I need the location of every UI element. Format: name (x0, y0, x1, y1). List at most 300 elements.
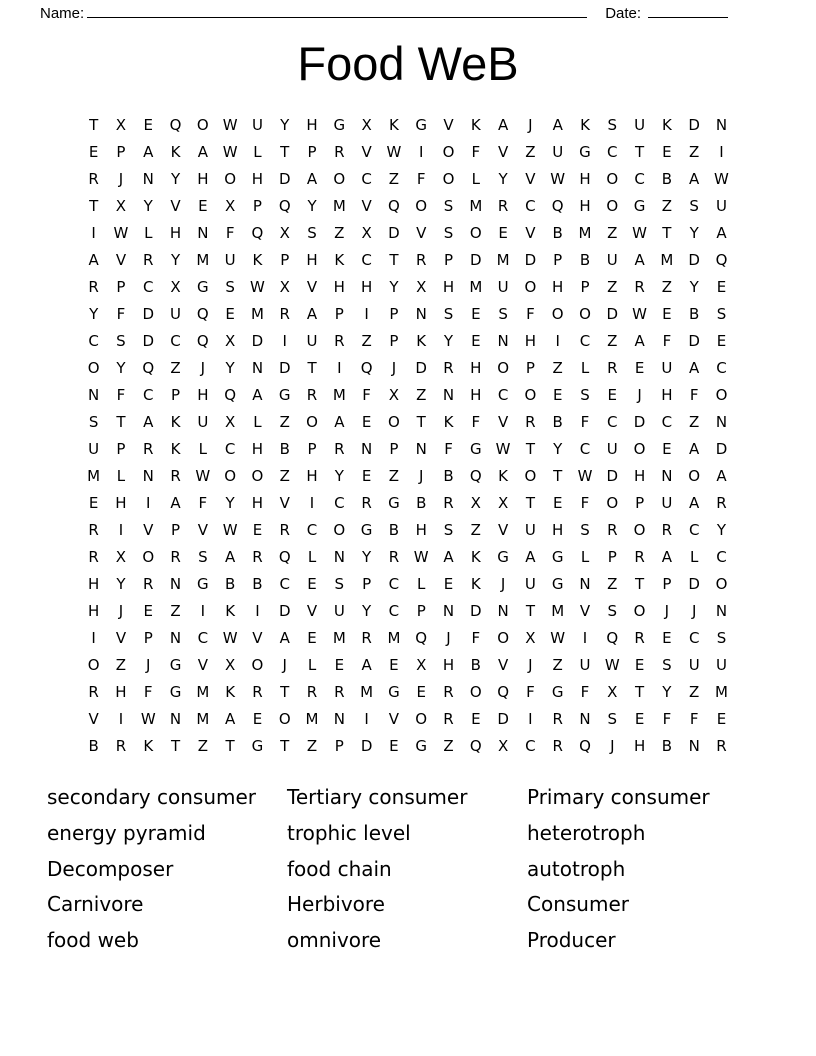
grid-letter[interactable]: N (497, 332, 509, 350)
grid-letter[interactable]: O (415, 710, 428, 728)
grid-letter[interactable]: K (225, 602, 236, 620)
grid-letter[interactable]: W (386, 143, 402, 161)
grid-letter[interactable]: W (413, 548, 429, 566)
grid-letter[interactable]: L (198, 440, 208, 458)
grid-letter[interactable]: J (118, 602, 124, 620)
grid-letter[interactable]: H (552, 278, 564, 296)
grid-letter[interactable]: X (607, 683, 618, 701)
grid-letter[interactable]: D (497, 710, 509, 728)
grid-letter[interactable]: P (143, 629, 153, 647)
grid-letter[interactable]: L (690, 548, 699, 566)
grid-letter[interactable]: E (389, 656, 399, 674)
grid-letter[interactable]: D (688, 332, 700, 350)
grid-letter[interactable]: L (307, 548, 317, 566)
grid-letter[interactable]: T (116, 413, 126, 431)
grid-letter[interactable]: E (471, 710, 481, 728)
grid-letter[interactable]: F (362, 386, 371, 404)
grid-letter[interactable]: J (446, 629, 451, 647)
grid-letter[interactable]: J (118, 170, 124, 188)
grid-letter[interactable]: G (551, 683, 564, 701)
grid-letter[interactable]: S (716, 305, 727, 323)
grid-letter[interactable]: Q (469, 467, 482, 485)
grid-letter[interactable]: R (88, 683, 99, 701)
grid-letter[interactable]: F (116, 305, 126, 323)
grid-letter[interactable]: C (525, 197, 536, 215)
grid-letter[interactable]: J (200, 359, 206, 377)
word-bank-item[interactable]: food web (47, 928, 139, 953)
grid-letter[interactable]: D (415, 359, 427, 377)
grid-letter[interactable]: V (497, 143, 509, 161)
grid-letter[interactable]: C (388, 575, 400, 593)
grid-letter[interactable]: B (552, 224, 563, 242)
grid-letter[interactable]: N (169, 629, 182, 647)
grid-letter[interactable]: C (607, 413, 618, 431)
grid-letter[interactable]: F (198, 494, 208, 512)
grid-letter[interactable]: J (528, 116, 533, 134)
grid-letter[interactable]: Z (334, 224, 345, 242)
grid-letter[interactable]: U (715, 197, 727, 215)
grid-letter[interactable]: K (170, 143, 181, 161)
grid-letter[interactable]: K (334, 251, 345, 269)
grid-letter[interactable]: U (552, 143, 564, 161)
grid-letter[interactable]: Z (388, 467, 400, 485)
grid-letter[interactable]: A (552, 116, 563, 134)
grid-letter[interactable]: Z (170, 359, 181, 377)
grid-letter[interactable]: R (361, 494, 372, 512)
grid-letter[interactable]: A (306, 170, 318, 188)
grid-letter[interactable]: Q (469, 737, 482, 755)
grid-letter[interactable]: U (524, 575, 536, 593)
grid-letter[interactable]: L (580, 548, 590, 566)
grid-letter[interactable]: A (143, 143, 154, 161)
grid-letter[interactable]: T (416, 413, 426, 431)
grid-letter[interactable]: C (224, 440, 236, 458)
grid-letter[interactable]: I (364, 305, 369, 323)
grid-letter[interactable]: O (524, 278, 537, 296)
grid-letter[interactable]: Q (415, 629, 428, 647)
grid-letter[interactable]: Y (170, 170, 181, 188)
grid-letter[interactable]: R (607, 521, 618, 539)
grid-letter[interactable]: Y (89, 305, 99, 323)
grid-letter[interactable]: E (88, 143, 99, 161)
grid-letter[interactable]: M (332, 386, 346, 404)
grid-letter[interactable]: L (116, 467, 126, 485)
grid-letter[interactable]: P (116, 278, 126, 296)
grid-letter[interactable]: C (716, 548, 727, 566)
grid-letter[interactable]: R (279, 521, 290, 539)
grid-letter[interactable]: R (634, 278, 645, 296)
grid-letter[interactable]: Z (689, 413, 700, 431)
grid-letter[interactable]: J (146, 656, 151, 674)
grid-letter[interactable]: I (146, 494, 151, 512)
grid-letter[interactable]: X (361, 224, 372, 242)
grid-letter[interactable]: R (279, 305, 290, 323)
grid-letter[interactable]: O (306, 413, 318, 431)
grid-letter[interactable]: R (525, 413, 536, 431)
grid-letter[interactable]: E (662, 305, 672, 323)
grid-letter[interactable]: R (143, 575, 154, 593)
grid-letter[interactable]: I (309, 494, 315, 512)
date-write-in-line[interactable] (648, 4, 728, 18)
grid-letter[interactable]: Z (689, 683, 700, 701)
grid-letter[interactable]: V (497, 656, 509, 674)
grid-letter[interactable]: Y (689, 278, 699, 296)
grid-letter[interactable]: M (360, 683, 374, 701)
grid-letter[interactable]: R (443, 683, 454, 701)
grid-letter[interactable]: V (197, 656, 208, 674)
grid-letter[interactable]: N (142, 467, 154, 485)
grid-letter[interactable]: F (689, 386, 699, 404)
grid-letter[interactable]: P (389, 440, 399, 458)
grid-letter[interactable]: M (387, 629, 401, 647)
grid-letter[interactable]: Y (362, 548, 372, 566)
grid-letter[interactable]: U (306, 332, 318, 350)
grid-letter[interactable]: K (498, 467, 509, 485)
grid-letter[interactable]: E (252, 710, 263, 728)
grid-letter[interactable]: Y (389, 278, 399, 296)
grid-letter[interactable]: O (469, 683, 482, 701)
grid-letter[interactable]: O (606, 170, 619, 188)
grid-letter[interactable]: F (225, 224, 235, 242)
grid-letter[interactable]: Z (306, 737, 318, 755)
grid-letter[interactable]: W (632, 224, 647, 242)
grid-letter[interactable]: K (416, 332, 427, 350)
grid-letter[interactable]: T (307, 359, 317, 377)
grid-letter[interactable]: W (550, 629, 566, 647)
grid-letter[interactable]: D (388, 224, 400, 242)
grid-letter[interactable]: C (306, 521, 318, 539)
grid-letter[interactable]: G (278, 386, 291, 404)
grid-letter[interactable]: V (115, 251, 127, 269)
grid-letter[interactable]: C (579, 332, 591, 350)
grid-letter[interactable]: C (497, 386, 509, 404)
grid-letter[interactable]: V (416, 224, 427, 242)
grid-letter[interactable]: O (497, 629, 509, 647)
grid-letter[interactable]: I (255, 602, 260, 620)
grid-letter[interactable]: O (715, 386, 728, 404)
grid-letter[interactable]: A (443, 548, 454, 566)
grid-letter[interactable]: R (115, 737, 127, 755)
grid-letter[interactable]: G (388, 494, 400, 512)
grid-letter[interactable]: G (197, 575, 209, 593)
grid-letter[interactable]: L (417, 575, 426, 593)
grid-letter[interactable]: U (524, 521, 536, 539)
grid-letter[interactable]: M (469, 197, 483, 215)
grid-letter[interactable]: D (470, 251, 482, 269)
grid-letter[interactable]: I (719, 143, 724, 161)
grid-letter[interactable]: E (552, 494, 563, 512)
grid-letter[interactable]: P (171, 386, 181, 404)
grid-letter[interactable]: A (170, 494, 181, 512)
grid-letter[interactable]: X (497, 737, 509, 755)
grid-letter[interactable]: F (116, 386, 126, 404)
grid-letter[interactable]: R (170, 467, 181, 485)
grid-letter[interactable]: N (442, 386, 455, 404)
grid-letter[interactable]: A (252, 386, 263, 404)
grid-letter[interactable]: P (389, 332, 399, 350)
grid-letter[interactable]: Z (388, 170, 400, 188)
grid-letter[interactable]: K (443, 413, 454, 431)
grid-letter[interactable]: N (142, 170, 154, 188)
grid-letter[interactable]: F (662, 332, 672, 350)
grid-letter[interactable]: K (580, 116, 590, 134)
grid-letter[interactable]: O (415, 197, 428, 215)
grid-letter[interactable]: Y (498, 170, 508, 188)
grid-letter[interactable]: H (251, 170, 264, 188)
grid-letter[interactable]: O (87, 359, 100, 377)
grid-letter[interactable]: W (222, 521, 238, 539)
grid-letter[interactable]: S (580, 386, 590, 404)
grid-letter[interactable]: Z (607, 278, 618, 296)
grid-letter[interactable]: Y (716, 521, 727, 539)
grid-letter[interactable]: W (250, 278, 265, 296)
grid-letter[interactable]: X (497, 494, 509, 512)
grid-letter[interactable]: P (389, 305, 399, 323)
grid-letter[interactable]: S (662, 656, 672, 674)
grid-letter[interactable]: O (388, 413, 400, 431)
grid-letter[interactable]: E (607, 386, 618, 404)
grid-letter[interactable]: K (143, 737, 154, 755)
grid-letter[interactable]: N (442, 602, 455, 620)
grid-letter[interactable]: G (197, 278, 209, 296)
grid-letter[interactable]: O (251, 467, 264, 485)
grid-letter[interactable]: H (169, 224, 182, 242)
word-bank-item[interactable]: Consumer (527, 892, 629, 917)
grid-letter[interactable]: A (225, 710, 236, 728)
grid-letter[interactable]: M (87, 467, 101, 485)
grid-letter[interactable]: I (200, 602, 206, 620)
grid-letter[interactable]: Z (470, 521, 481, 539)
grid-letter[interactable]: F (580, 683, 590, 701)
grid-letter[interactable]: E (498, 224, 508, 242)
grid-letter[interactable]: D (251, 332, 264, 350)
grid-letter[interactable]: A (634, 332, 645, 350)
grid-letter[interactable]: O (497, 359, 509, 377)
grid-letter[interactable]: R (607, 359, 618, 377)
grid-letter[interactable]: R (334, 332, 345, 350)
grid-letter[interactable]: E (716, 278, 727, 296)
grid-letter[interactable]: T (89, 197, 99, 215)
grid-letter[interactable]: G (388, 683, 400, 701)
grid-letter[interactable]: K (470, 575, 481, 593)
grid-letter[interactable]: O (87, 656, 100, 674)
grid-letter[interactable]: C (361, 170, 372, 188)
grid-letter[interactable]: C (634, 170, 645, 188)
grid-letter[interactable]: T (170, 737, 181, 755)
grid-letter[interactable]: B (552, 413, 563, 431)
word-bank-item[interactable]: omnivore (287, 928, 382, 953)
grid-letter[interactable]: R (388, 548, 400, 566)
grid-letter[interactable]: H (88, 575, 100, 593)
grid-letter[interactable]: C (388, 602, 400, 620)
grid-letter[interactable]: U (170, 305, 182, 323)
grid-letter[interactable]: R (716, 494, 727, 512)
grid-letter[interactable]: F (662, 710, 672, 728)
grid-letter[interactable]: Z (661, 197, 673, 215)
grid-letter[interactable]: H (579, 197, 591, 215)
grid-letter[interactable]: N (715, 413, 728, 431)
grid-letter[interactable]: D (142, 305, 155, 323)
grid-letter[interactable]: D (688, 251, 700, 269)
grid-letter[interactable]: G (633, 197, 646, 215)
grid-letter[interactable]: Z (552, 656, 563, 674)
grid-letter[interactable]: A (525, 548, 536, 566)
grid-letter[interactable]: P (416, 602, 426, 620)
grid-letter[interactable]: E (471, 332, 481, 350)
grid-letter[interactable]: O (524, 386, 537, 404)
grid-letter[interactable]: W (113, 224, 129, 242)
grid-letter[interactable]: J (610, 737, 615, 755)
grid-letter[interactable]: P (171, 521, 181, 539)
grid-letter[interactable]: K (170, 413, 181, 431)
grid-letter[interactable]: E (361, 467, 372, 485)
grid-letter[interactable]: N (169, 575, 182, 593)
grid-letter[interactable]: V (279, 494, 290, 512)
grid-letter[interactable]: Y (280, 116, 290, 134)
grid-letter[interactable]: E (252, 521, 263, 539)
grid-letter[interactable]: U (606, 440, 618, 458)
grid-letter[interactable]: Q (142, 359, 155, 377)
grid-letter[interactable]: N (361, 440, 373, 458)
grid-letter[interactable]: E (143, 602, 153, 620)
grid-letter[interactable]: D (360, 737, 373, 755)
grid-letter[interactable]: J (637, 386, 642, 404)
grid-letter[interactable]: Y (143, 197, 153, 215)
grid-letter[interactable]: H (415, 521, 427, 539)
grid-letter[interactable]: S (225, 278, 235, 296)
grid-letter[interactable]: H (661, 386, 673, 404)
grid-letter[interactable]: U (715, 656, 727, 674)
grid-letter[interactable]: R (334, 440, 345, 458)
grid-letter[interactable]: E (143, 116, 153, 134)
grid-letter[interactable]: G (333, 116, 346, 134)
grid-letter[interactable]: W (714, 170, 729, 188)
grid-letter[interactable]: Z (361, 332, 372, 350)
grid-letter[interactable]: X (525, 629, 536, 647)
grid-letter[interactable]: R (443, 494, 454, 512)
grid-letter[interactable]: Z (689, 143, 700, 161)
grid-letter[interactable]: I (582, 629, 588, 647)
grid-letter[interactable]: U (661, 494, 673, 512)
grid-letter[interactable]: K (170, 440, 181, 458)
grid-letter[interactable]: V (252, 629, 263, 647)
grid-letter[interactable]: O (715, 575, 728, 593)
grid-letter[interactable]: C (607, 143, 618, 161)
grid-letter[interactable]: G (579, 143, 591, 161)
grid-letter[interactable]: A (634, 251, 645, 269)
grid-letter[interactable]: S (607, 602, 618, 620)
grid-letter[interactable]: C (579, 440, 591, 458)
grid-letter[interactable]: P (116, 440, 126, 458)
grid-letter[interactable]: H (552, 521, 564, 539)
grid-letter[interactable]: O (442, 170, 455, 188)
grid-letter[interactable]: Q (278, 548, 291, 566)
grid-letter[interactable]: H (442, 656, 455, 674)
grid-letter[interactable]: P (252, 197, 262, 215)
grid-letter[interactable]: V (197, 521, 208, 539)
grid-letter[interactable]: Z (443, 737, 454, 755)
grid-letter[interactable]: E (634, 710, 645, 728)
grid-letter[interactable]: V (497, 413, 509, 431)
grid-letter[interactable]: A (88, 251, 99, 269)
grid-letter[interactable]: M (196, 710, 210, 728)
grid-letter[interactable]: C (197, 629, 209, 647)
grid-letter[interactable]: Y (553, 440, 563, 458)
grid-letter[interactable]: N (88, 386, 100, 404)
grid-letter[interactable]: H (442, 278, 455, 296)
grid-letter[interactable]: X (115, 197, 127, 215)
grid-letter[interactable]: E (334, 656, 345, 674)
grid-letter[interactable]: A (689, 170, 700, 188)
grid-letter[interactable]: N (251, 359, 264, 377)
grid-letter[interactable]: H (306, 467, 318, 485)
grid-letter[interactable]: R (88, 548, 99, 566)
word-bank-item[interactable]: Decomposer (47, 856, 174, 881)
grid-letter[interactable]: F (143, 683, 153, 701)
grid-letter[interactable]: S (88, 413, 99, 431)
grid-letter[interactable]: L (307, 656, 317, 674)
grid-letter[interactable]: E (307, 629, 317, 647)
grid-letter[interactable]: I (555, 332, 560, 350)
grid-letter[interactable]: Z (115, 656, 127, 674)
grid-letter[interactable]: E (552, 386, 563, 404)
word-bank-item[interactable]: Carnivore (47, 892, 144, 917)
grid-letter[interactable]: N (715, 116, 728, 134)
grid-letter[interactable]: A (361, 656, 372, 674)
grid-letter[interactable]: K (388, 116, 399, 134)
grid-letter[interactable]: P (362, 575, 372, 593)
grid-letter[interactable]: X (115, 548, 127, 566)
grid-letter[interactable]: Y (116, 359, 126, 377)
grid-letter[interactable]: H (88, 602, 100, 620)
grid-letter[interactable]: N (333, 548, 345, 566)
grid-letter[interactable]: G (415, 737, 428, 755)
grid-letter[interactable]: M (332, 629, 346, 647)
grid-letter[interactable]: V (443, 116, 454, 134)
grid-letter[interactable]: V (525, 224, 536, 242)
grid-letter[interactable]: P (607, 548, 617, 566)
grid-letter[interactable]: T (89, 116, 99, 134)
grid-letter[interactable]: C (88, 332, 99, 350)
grid-letter[interactable]: O (524, 467, 537, 485)
grid-letter[interactable]: B (579, 251, 591, 269)
grid-letter[interactable]: T (525, 602, 535, 620)
grid-letter[interactable]: R (88, 278, 99, 296)
grid-letter[interactable]: G (251, 737, 264, 755)
grid-letter[interactable]: H (470, 359, 482, 377)
grid-letter[interactable]: H (197, 170, 209, 188)
grid-letter[interactable]: L (253, 143, 262, 161)
grid-letter[interactable]: B (224, 575, 236, 593)
grid-letter[interactable]: O (442, 143, 455, 161)
grid-letter[interactable]: W (577, 467, 593, 485)
grid-letter[interactable]: H (306, 116, 318, 134)
grid-letter[interactable]: W (222, 143, 238, 161)
grid-letter[interactable]: C (279, 575, 290, 593)
grid-letter[interactable]: F (526, 305, 535, 323)
grid-letter[interactable]: T (662, 224, 672, 242)
grid-letter[interactable]: E (198, 197, 208, 215)
grid-letter[interactable]: R (443, 359, 454, 377)
grid-letter[interactable]: V (115, 629, 127, 647)
grid-letter[interactable]: U (224, 251, 236, 269)
grid-letter[interactable]: C (688, 629, 700, 647)
grid-letter[interactable]: R (306, 683, 318, 701)
grid-letter[interactable]: Z (607, 332, 618, 350)
grid-letter[interactable]: C (143, 278, 154, 296)
grid-letter[interactable]: M (196, 683, 210, 701)
grid-letter[interactable]: S (116, 332, 126, 350)
